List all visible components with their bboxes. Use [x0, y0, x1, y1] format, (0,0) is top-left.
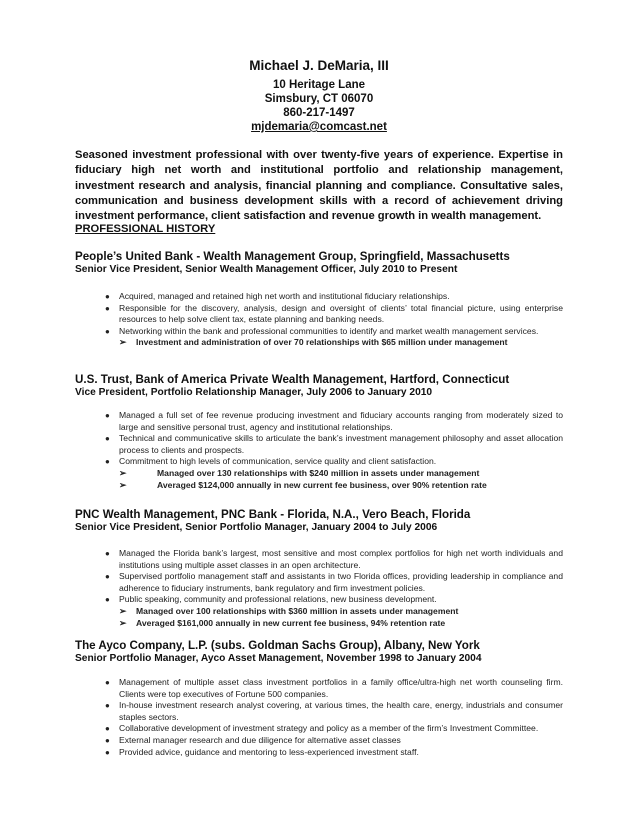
list-item: ● Managed a full set of fee revenue producing investment and fiduciary accounts ranging from moderately sized to large and sensitive personal trust, agency and institutional relationships.: [105, 410, 563, 432]
list-item: ● Commitment to high levels of communication, service quality and client satisfaction.: [105, 456, 437, 467]
arrow-bullet-icon: ➢: [119, 479, 127, 490]
job-bullet-list: [105, 291, 563, 349]
list-item: ● External manager research and due diligence for alternative asset classes: [105, 734, 401, 745]
list-item: ● Acquired, managed and retained high net worth and institutional fiduciary relationships.: [105, 291, 450, 301]
list-item: ● Management of multiple asset class investment portfolios in a family office/ultra-high net worth counseling firm. Clients were top executives of Fortune 500 companies.: [105, 677, 563, 699]
job-company: U.S. Trust, Bank of America Private Wealth Management, Hartford, Connecticut: [75, 373, 510, 386]
job-company: PNC Wealth Management, PNC Bank - Florida, N.A., Vero Beach, Florida: [75, 508, 471, 521]
job-title: Senior Vice President, Senior Portfolio Manager, January 2004 to July 2006: [75, 522, 438, 533]
bullet-icon: ●: [105, 747, 110, 757]
email-link[interactable]: mjdemaria@comcast.net: [251, 121, 387, 133]
job-bullet-list: [105, 677, 563, 758]
section-heading-professional-history: PROFESSIONAL HISTORY: [75, 223, 216, 235]
bullet-icon: ●: [105, 735, 110, 745]
list-item: ● In-house investment research analyst covering, at various times, the health care, energy, industrials and consumer staples sectors.: [105, 700, 563, 722]
achievement-item: ➢ Averaged $161,000 annually in new current fee business, 94% retention rate: [119, 617, 446, 628]
achievement-item: ➢ Managed over 100 relationships with $360 million in assets under management: [119, 605, 459, 616]
job-company: People’s United Bank - Wealth Management Group, Springfield, Massachusetts: [75, 250, 510, 263]
bullet-icon: ●: [105, 595, 110, 605]
list-item: ● Collaborative development of investment strategy and policy as a member of the firm’s Investment Committee.: [105, 723, 539, 734]
bullet-icon: ●: [105, 549, 110, 558]
bullet-icon: ●: [105, 701, 110, 711]
list-item: ● Responsible for the discovery, analysis, design and oversight of clients’ total financial picture, using enterprise resources to help solve client tax, estate planning and banking needs.: [105, 302, 563, 325]
address-street: 10 Heritage Lane: [272, 79, 366, 91]
bullet-icon: ●: [105, 434, 110, 444]
job-bullet-list: [105, 548, 563, 629]
email-wrapper: [0, 121, 638, 133]
list-item: ● Managed the Florida bank’s largest, most sensitive and most complex portfolios for high net worth individuals and institutions using multiple asset classes in an open architecture.: [105, 548, 563, 570]
job-title: Senior Vice President, Senior Wealth Management Officer, July 2010 to Present: [75, 264, 458, 275]
bullet-icon: ●: [105, 292, 110, 301]
arrow-bullet-icon: ➢: [119, 337, 127, 348]
list-item: ● Public speaking, community and professional relations, new business development.: [105, 594, 437, 605]
achievement-item: ➢ Managed over 130 relationships with $240 million in assets under management: [119, 467, 480, 478]
job-company: The Ayco Company, L.P. (subs. Goldman Sachs Group), Albany, New York: [75, 639, 480, 652]
bullet-icon: ●: [105, 411, 110, 420]
address-city: Simsbury, CT 06070: [264, 93, 374, 105]
arrow-bullet-icon: ➢: [119, 617, 127, 628]
list-item: ● Technical and communicative skills to articulate the bank’s investment management philosophy and asset allocation process to clients and prospects.: [105, 433, 563, 455]
job-title: Vice President, Portfolio Relationship Manager, July 2006 to January 2010: [75, 387, 433, 398]
bullet-icon: ●: [105, 457, 110, 467]
achievement-item: ➢ Investment and administration of over 70 relationships with $65 million under management: [119, 337, 508, 348]
bullet-icon: ●: [105, 326, 110, 336]
job-header: [75, 373, 575, 398]
phone-number: 860-217-1497: [283, 107, 355, 119]
professional-summary: Seasoned investment professional with over twenty-five years of experience. Expertise in fiduciary high net worth and institutional portfolio and relationship management, investment research and analysis, financial planning and compliance. Consultative sales, communication and business development skills with a record of achievement driving investment performance, client satisfaction and revenue growth in wealth management.: [75, 149, 563, 223]
bullet-icon: ●: [105, 678, 110, 687]
bullet-icon: ●: [105, 572, 110, 582]
bullet-icon: ●: [105, 724, 110, 734]
list-item: ● Supervised portfolio management staff and assistants in two Florida offices, providing leadership in compliance and adherence to fiduciary instruments, bank regulatory and firm investment policies.: [105, 571, 563, 593]
job-header: [75, 250, 575, 275]
job-header: [75, 508, 575, 533]
bullet-icon: ●: [105, 303, 110, 313]
job-bullet-list: [105, 410, 563, 491]
list-item: ● Provided advice, guidance and mentoring to less-experienced investment staff.: [105, 746, 419, 757]
job-header: [75, 639, 575, 664]
job-title: Senior Portfolio Manager, Ayco Asset Management, November 1998 to January 2004: [75, 653, 482, 664]
arrow-bullet-icon: ➢: [119, 467, 127, 478]
candidate-name: Michael J. DeMaria, III: [249, 58, 389, 73]
list-item: ● Networking within the bank and professional communities to identify and market wealth management services.: [105, 325, 539, 336]
arrow-bullet-icon: ➢: [119, 605, 127, 616]
achievement-item: ➢ Averaged $124,000 annually in new current fee business, over 90% retention rate: [119, 479, 487, 490]
